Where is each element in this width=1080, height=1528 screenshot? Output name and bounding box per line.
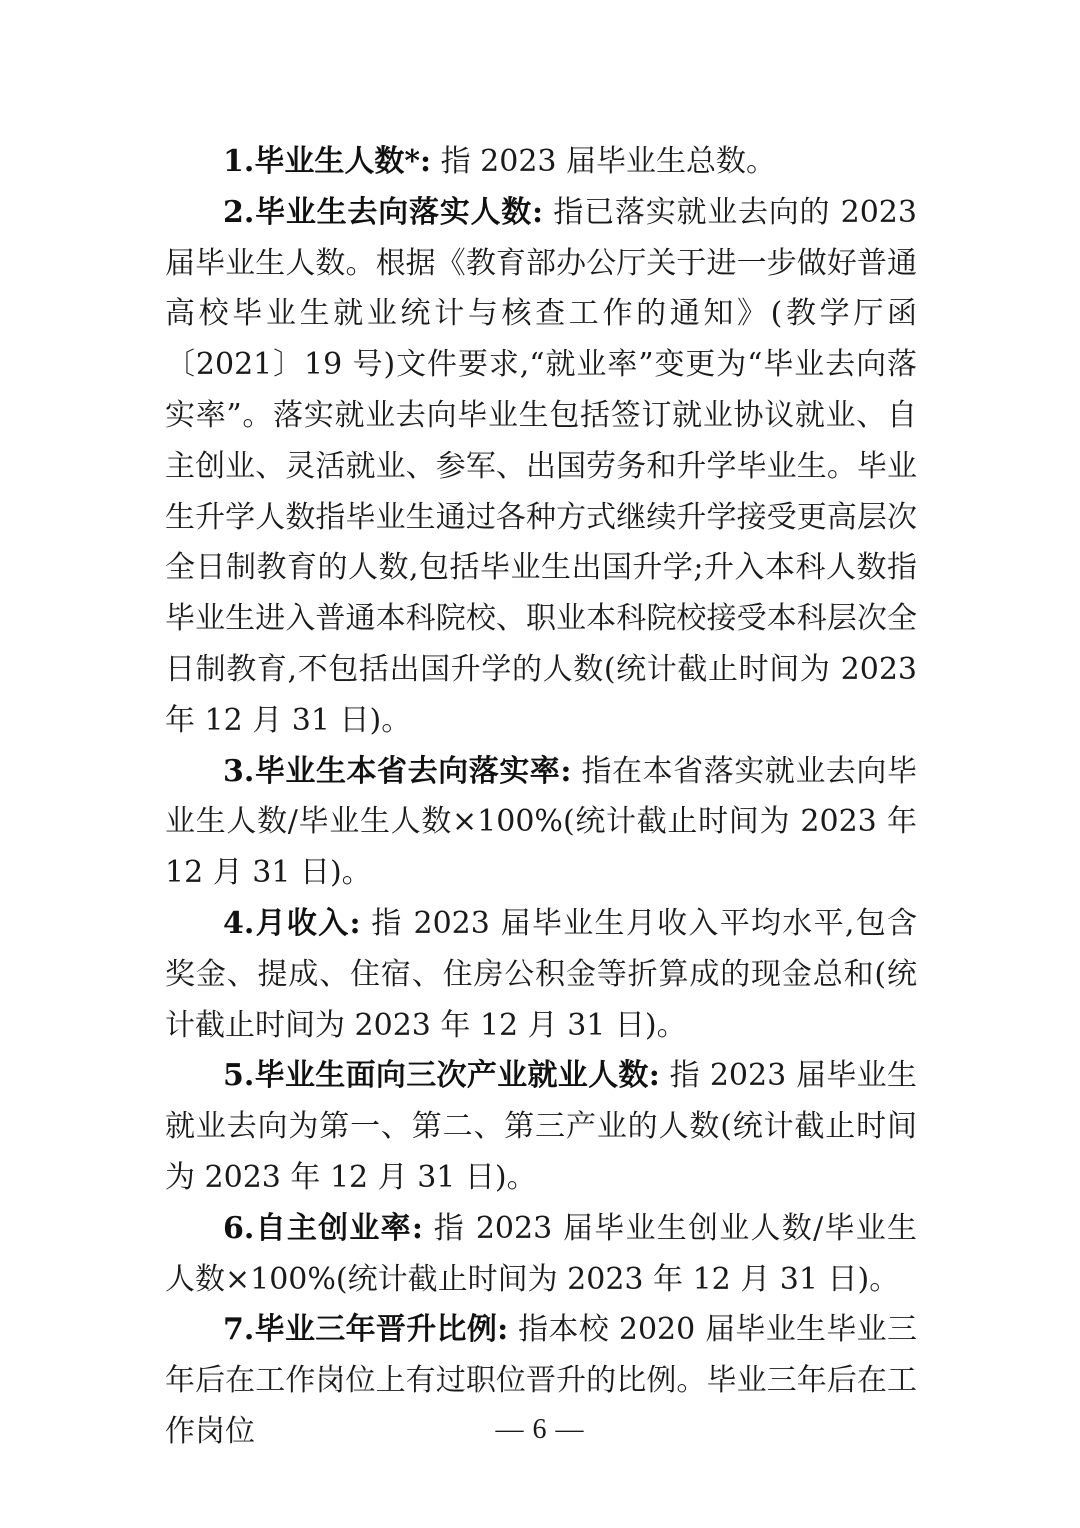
definition-paragraph-3 <box>165 747 917 899</box>
definition-text: 指 2023 届毕业生月收入平均水平,包含奖金、提成、住宿、住房公积金等折算成的现金总和(统计截止时间为 2023 年 12 月 31 日)。 <box>165 905 917 1043</box>
definition-text: 指 2023 届毕业生创业人数/毕业生人数×100%(统计截止时间为 2023 年 12 月 31 日)。 <box>165 1210 917 1297</box>
definition-text: 指 2023 届毕业生就业去向为第一、第二、第三产业的人数(统计截止时间为 2023 年 12 月 31 日)。 <box>165 1058 917 1195</box>
definition-term: 6.自主创业率: <box>223 1210 423 1246</box>
definition-term: 7.毕业三年晋升比例: <box>223 1312 509 1348</box>
definition-paragraph-2 <box>165 188 917 747</box>
definition-paragraph-4 <box>165 899 917 1051</box>
definition-term: 2.毕业生去向落实人数: <box>223 194 544 230</box>
definition-paragraph-6 <box>165 1204 917 1306</box>
definition-text: 指本校 2020 届毕业生毕业三年后在工作岗位上有过职位晋升的比例。毕业三年后在工作岗位 <box>165 1312 917 1449</box>
page-number: — 6 — <box>495 1414 585 1445</box>
definition-term: 5.毕业生面向三次产业就业人数: <box>223 1058 660 1094</box>
definition-paragraph-5 <box>165 1051 917 1203</box>
definition-text: 指 2023 届毕业生总数。 <box>431 144 777 179</box>
definition-text: 指在本省落实就业去向毕业生人数/毕业生人数×100%(统计截止时间为 2023 年 12 月 31 日)。 <box>165 753 917 891</box>
definition-text: 指已落实就业去向的 2023 届毕业生人数。根据《教育部办公厅关于进一步做好普通高校毕业生就业统计与核查工作的通知》(教学厅函〔2021〕19 号)文件要求,“就业率”变更为“毕业去向落实率”。落实就业去向毕业生包括签订就业协议就业、自主创业、灵活就业、参军、出国劳务和升学毕业生。毕业生升学人数指毕业生通过各种方式继续升学接受更高层次全日制教育的人数,包括毕业生出国升学;升入本科人数指毕业生进入普通本科院校、职业本科院校接受本科层次全日制教育,不包括出国升学的人数(统计截止时间为 2023 年 12 月 31 日)。 <box>165 194 917 738</box>
definition-paragraph-1 <box>165 137 917 188</box>
definition-term: 3.毕业生本省去向落实率: <box>223 753 572 789</box>
definitions-body <box>165 137 917 1458</box>
definition-term: 1.毕业生人数*: <box>223 144 432 179</box>
definition-term: 4.月收入: <box>223 905 361 941</box>
